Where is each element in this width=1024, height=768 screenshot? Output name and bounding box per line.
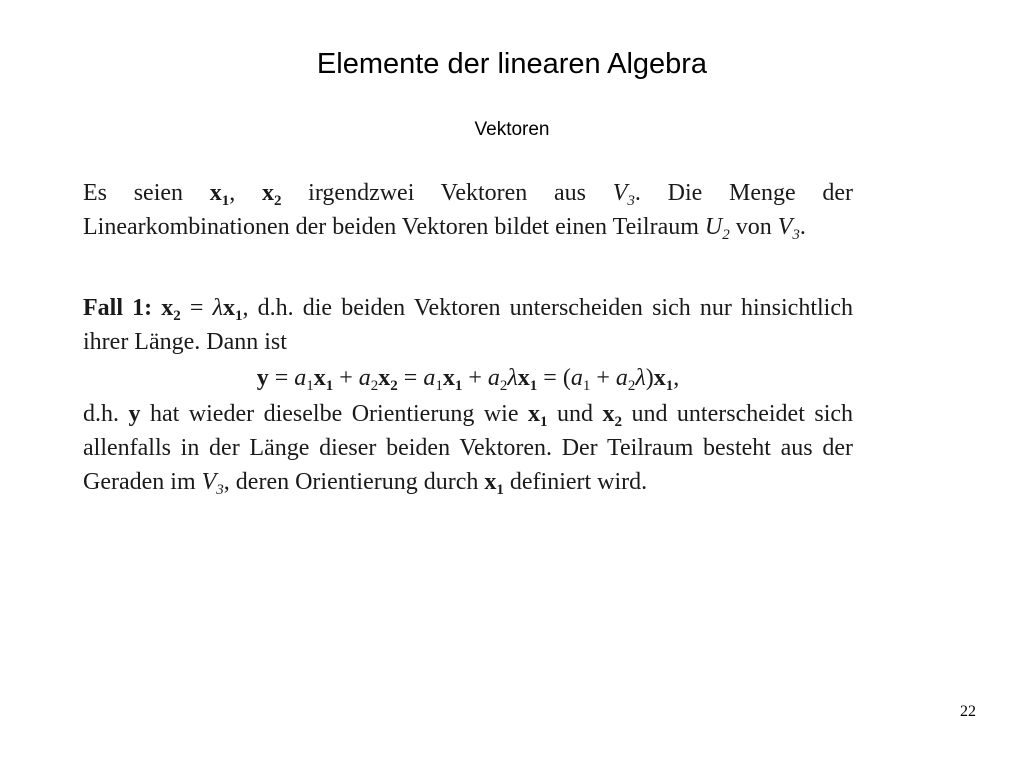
slide-subtitle: Vektoren <box>474 119 550 140</box>
vector-x1: $x_1$ <box>222 295 243 324</box>
page-number: 22 <box>960 703 976 720</box>
case-label: Fall 1: <box>83 295 153 321</box>
equation-linear-combination: $y = a_1x_1 + a_2x_2 = a_1x_1 + a_2\lambda x_1 = (a_1 + a_2\lambda)x_1$, <box>256 365 680 394</box>
vector-y: y <box>128 401 141 427</box>
slide-body <box>83 176 853 499</box>
vector-x1: $x_1$ <box>484 469 504 498</box>
vector-x1: $x_1$ <box>209 180 230 209</box>
paragraph-spacer <box>83 244 853 291</box>
paragraph-definition: Es seien $x_1$, $x_2$ irgendzwei Vektoren aus $V_3$. Die Menge der Linearkombinationen der beiden Vektoren bildet einen Teilraum $U_2$ von $V_3$. <box>83 180 853 243</box>
vector-x2: $x_2$ <box>602 401 622 430</box>
vector-x2: $x_2$ <box>261 180 282 209</box>
vector-x1: $x_1$ <box>527 401 548 430</box>
subspace-u2: $U_2$ <box>704 214 730 243</box>
paragraph-case-1: Fall 1: $x_2 = \lambda x_1$, d.h. die beiden Vektoren unterscheiden sich nur hinsichtlich ihrer Länge. Dann ist <box>83 295 853 355</box>
space-v3: $V_3$ <box>777 214 800 243</box>
space-v3: $V_3$ <box>201 469 224 498</box>
slide-title: Elemente der linearen Algebra <box>316 48 708 80</box>
paragraph-conclusion: d.h. y hat wieder dieselbe Orientierung wie $x_1$ und $x_2$ und unterscheidet sich allenfalls in der Länge dieser beiden Vektoren. Der Teilraum besteht aus der Geraden im $V_3$, deren Orientierung durch $x_1$ definiert wird. <box>83 401 854 498</box>
space-v3: $V_3$ <box>612 180 635 209</box>
vector-x2: $x_2$ <box>161 295 181 324</box>
